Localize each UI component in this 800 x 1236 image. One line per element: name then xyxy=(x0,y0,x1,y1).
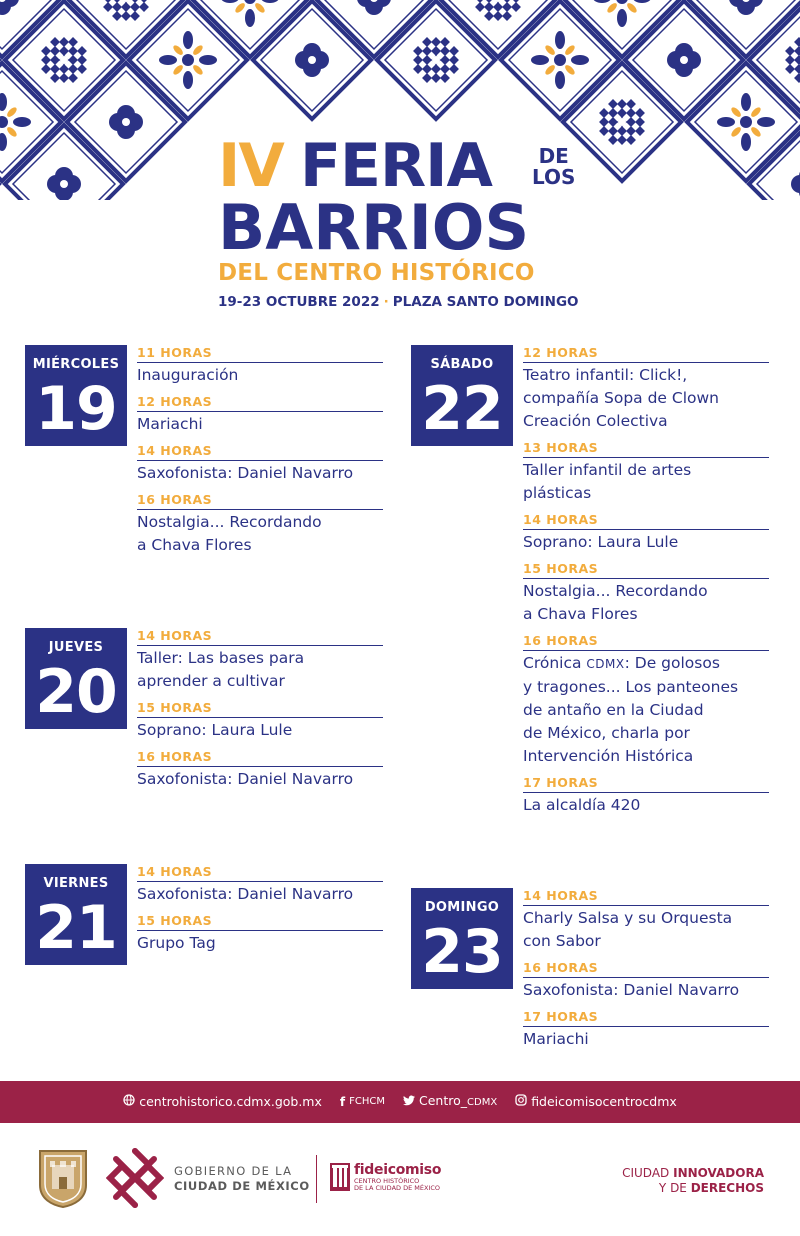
title-los: LOS xyxy=(532,165,576,189)
event-activity-line: Inauguración xyxy=(137,366,239,384)
event-hour: 17 HORAS xyxy=(523,1009,769,1027)
title-de-los xyxy=(532,146,575,188)
footer-divider xyxy=(316,1155,317,1203)
event-item xyxy=(523,512,769,553)
event-item xyxy=(137,443,383,484)
event-activity-line: Charly Salsa y su Orquesta xyxy=(523,909,733,927)
event-activity-line: Saxofonista: Daniel Navarro xyxy=(137,885,354,903)
date-box xyxy=(25,864,127,965)
event-activity-line: Teatro infantil: Click!, xyxy=(523,366,688,384)
event-item xyxy=(523,960,769,1001)
event-hour: 15 HORAS xyxy=(137,913,383,931)
day-number: 19 xyxy=(35,374,117,444)
event-hour: 12 HORAS xyxy=(137,394,383,412)
roman-numeral: IV xyxy=(218,131,283,201)
event-hour: 14 HORAS xyxy=(523,512,769,530)
event-item xyxy=(523,775,769,816)
title-feria: FERIA xyxy=(300,131,492,201)
ciudad-innovadora-slogan xyxy=(540,1166,764,1196)
event-item xyxy=(523,561,769,625)
event-activity-line: Grupo Tag xyxy=(137,934,216,952)
title-barrios: BARRIOS xyxy=(218,191,530,264)
website-link[interactable] xyxy=(123,1081,322,1123)
event-hour: 14 HORAS xyxy=(137,443,383,461)
facebook-icon: f xyxy=(339,1095,346,1109)
event-activity-line: Mariachi xyxy=(137,415,203,433)
day-name: VIERNES xyxy=(43,876,109,891)
event-activity-line: Crónica CDMX: De golosos xyxy=(523,654,720,672)
separator-dot: · xyxy=(383,294,389,310)
event-list xyxy=(523,345,769,824)
event-hour: 14 HORAS xyxy=(523,888,769,906)
event-hour: 17 HORAS xyxy=(523,775,769,793)
event-activity-line: Saxofonista: Daniel Navarro xyxy=(137,464,354,482)
day-name: DOMINGO xyxy=(424,900,500,915)
instagram-link[interactable] xyxy=(515,1081,677,1123)
twitter-link[interactable] xyxy=(403,1080,497,1124)
event-activity-line: a Chava Flores xyxy=(137,536,252,554)
event-activity-line: aprender a cultivar xyxy=(137,672,285,690)
twitter-icon xyxy=(403,1081,415,1123)
event-hour: 15 HORAS xyxy=(137,700,383,718)
event-dates-location xyxy=(218,292,582,312)
twitter-text: Centro_CDMX xyxy=(419,1093,498,1108)
slogan-line-1: CIUDAD INNOVADORA xyxy=(622,1166,764,1180)
event-list xyxy=(137,628,383,798)
event-location: PLAZA SANTO DOMINGO xyxy=(392,294,579,310)
event-activity-line: Saxofonista: Daniel Navarro xyxy=(137,770,354,788)
event-activity-line: con Sabor xyxy=(523,932,601,950)
event-activity-line: Creación Colectiva xyxy=(523,412,668,430)
event-activity-line: Soprano: Laura Lule xyxy=(523,533,679,551)
event-item xyxy=(523,633,769,767)
event-hour: 14 HORAS xyxy=(137,628,383,646)
event-item xyxy=(137,700,383,741)
title-subtitle: DEL CENTRO HISTÓRICO xyxy=(218,260,535,286)
event-item xyxy=(137,749,383,790)
fideicomiso-text xyxy=(354,1162,441,1192)
event-item xyxy=(523,345,769,432)
fideicomiso-logo xyxy=(330,1163,350,1195)
event-activity-line: de antaño en la Ciudad xyxy=(523,701,704,719)
day-number: 23 xyxy=(421,917,503,987)
social-media-bar xyxy=(0,1081,800,1123)
event-item xyxy=(137,345,383,386)
globe-icon xyxy=(123,1081,135,1123)
gob-line-2: CIUDAD DE MÉXICO xyxy=(174,1179,310,1193)
facebook-link[interactable] xyxy=(340,1081,385,1123)
cdmx-knot-logo xyxy=(106,1145,164,1215)
day-number: 21 xyxy=(35,893,117,963)
event-activity-line: de México, charla por xyxy=(523,724,690,742)
instagram-icon xyxy=(515,1081,527,1123)
event-list xyxy=(523,888,769,1058)
event-hour: 14 HORAS xyxy=(137,864,383,882)
event-item xyxy=(523,888,769,952)
event-item xyxy=(137,394,383,435)
event-hour: 16 HORAS xyxy=(523,960,769,978)
day-number: 22 xyxy=(421,374,503,444)
event-hour: 11 HORAS xyxy=(137,345,383,363)
slogan-line-2: Y DE DERECHOS xyxy=(658,1181,764,1195)
gobierno-cdmx-text xyxy=(174,1164,310,1194)
date-box xyxy=(25,345,127,446)
fideicomiso-title: fideicomiso xyxy=(354,1162,442,1178)
fideicomiso-line-2: DE LA CIUDAD DE MÉXICO xyxy=(354,1184,441,1192)
event-activity-line: plásticas xyxy=(523,484,592,502)
event-hour: 13 HORAS xyxy=(523,440,769,458)
day-name: JUEVES xyxy=(48,640,104,655)
event-activity-line: La alcaldía 420 xyxy=(523,796,641,814)
event-activity-line: Mariachi xyxy=(523,1030,589,1048)
event-item xyxy=(137,864,383,905)
coat-of-arms-logo xyxy=(38,1149,88,1213)
day-name: MIÉRCOLES xyxy=(32,357,120,372)
event-item xyxy=(523,1009,769,1050)
date-box xyxy=(411,345,513,446)
date-box xyxy=(25,628,127,729)
title-de: DE xyxy=(538,144,569,168)
event-item xyxy=(137,492,383,556)
event-activity-line: Nostalgia... Recordando xyxy=(137,513,322,531)
event-list xyxy=(137,345,383,564)
facebook-text: FCHCM xyxy=(349,1096,385,1107)
event-item xyxy=(523,440,769,504)
event-hour: 16 HORAS xyxy=(137,749,383,767)
event-activity-line: Taller: Las bases para xyxy=(137,649,305,667)
instagram-text: fideicomisocentrocdmx xyxy=(531,1094,677,1109)
day-name: SÁBADO xyxy=(430,357,494,372)
event-item xyxy=(137,628,383,692)
day-number: 20 xyxy=(35,657,117,727)
event-dates: 19-23 OCTUBRE 2022 xyxy=(218,294,380,310)
event-hour: 12 HORAS xyxy=(523,345,769,363)
website-text: centrohistorico.cdmx.gob.mx xyxy=(139,1094,322,1109)
event-hour: 16 HORAS xyxy=(137,492,383,510)
event-activity-line: Nostalgia... Recordando xyxy=(523,582,708,600)
event-hour: 15 HORAS xyxy=(523,561,769,579)
event-activity-line: Intervención Histórica xyxy=(523,747,694,765)
event-activity-line: y tragones... Los panteones xyxy=(523,678,739,696)
event-list xyxy=(137,864,383,962)
event-activity-line: Soprano: Laura Lule xyxy=(137,721,293,739)
fideicomiso-line-1: CENTRO HISTÓRICO xyxy=(354,1177,420,1185)
event-hour: 16 HORAS xyxy=(523,633,769,651)
event-activity-line: a Chava Flores xyxy=(523,605,638,623)
date-box xyxy=(411,888,513,989)
event-activity-line: Taller infantil de artes xyxy=(523,461,692,479)
gob-line-1: GOBIERNO DE LA xyxy=(174,1164,293,1178)
event-item xyxy=(137,913,383,954)
event-activity-line: compañía Sopa de Clown xyxy=(523,389,719,407)
event-activity-line: Saxofonista: Daniel Navarro xyxy=(523,981,740,999)
